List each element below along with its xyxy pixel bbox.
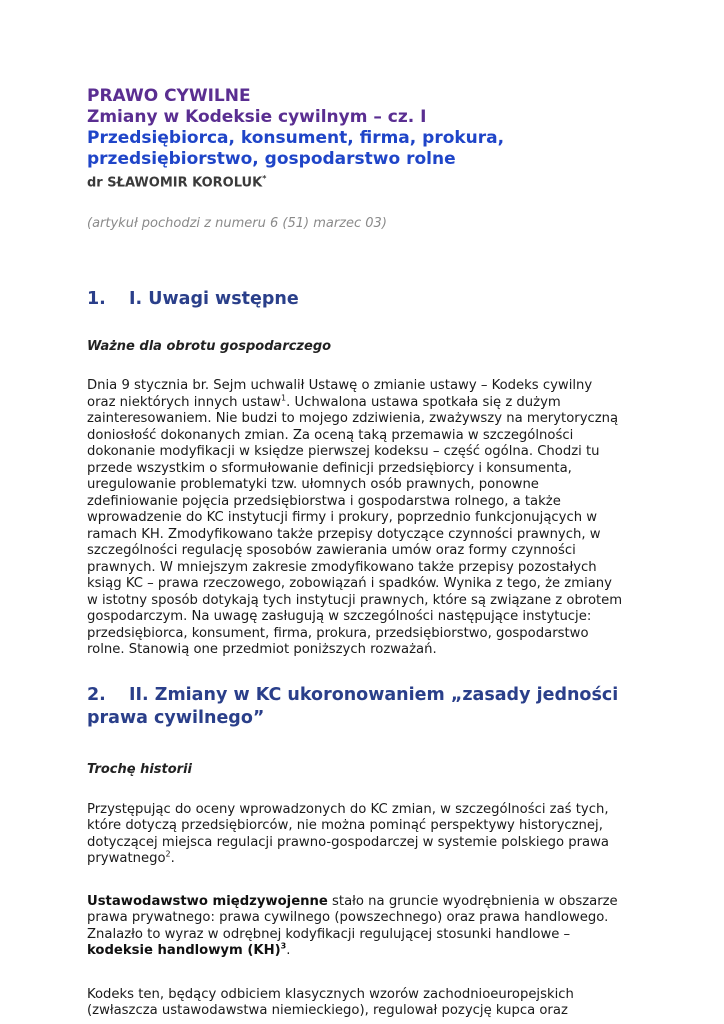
text-line: przede wszystkim o sformułowanie definicji przedsiębiorcy i konsumenta, xyxy=(87,460,572,476)
section-title: I. Uwagi wstępne xyxy=(129,289,299,310)
text-line: uregulowanie problematyki tzw. ułomnych osób prawnych, ponowne xyxy=(87,477,539,493)
rubric-title: PRAWO CYWILNE xyxy=(87,86,251,106)
text-line: prawa prywatnego: prawa cywilnego (powszechnego) oraz prawa handlowego. xyxy=(87,910,609,926)
paragraph-history xyxy=(87,802,647,868)
text-line: (zwłaszcza ustawodawstwa niemieckiego), regulował pozycję kupca oraz xyxy=(87,1003,568,1019)
bold-term: Ustawodawstwo międzywojenne xyxy=(87,893,328,909)
text-line: które dotyczą przedsiębiorców, nie można pominąć perspektywy historycznej, xyxy=(87,818,603,834)
text-line: doniosłość dokonanych zmian. Za oceną taką przemawia w szczególności xyxy=(87,427,574,443)
section-heading-1 xyxy=(87,288,647,311)
text-line: Znalazło to wyraz w odrębnej kodyfikacji regulującej stosunki handlowe – xyxy=(87,926,571,942)
text-line: zainteresowaniem. Nie budzi to mojego zdziwienia, zważywszy na merytoryczną xyxy=(87,411,619,427)
footnote-ref[interactable]: 1 xyxy=(280,393,287,403)
text-line: szczególności regulację sposobów zawierania umów oraz formy czynności xyxy=(87,543,576,559)
text-line: kodeksie handlowym (KH)$^3$. xyxy=(87,941,291,959)
section-title-line1: II. Zmiany w KC ukoronowaniem „zasady jedności xyxy=(129,684,619,705)
section-number: 1. xyxy=(87,289,106,310)
section-subheading: Trochę historii xyxy=(87,761,193,777)
text-line: Dnia 9 stycznia br. Sejm uchwalił Ustawę o zmianie ustawy – Kodeks cywilny xyxy=(87,378,593,394)
text-line: Przystępując do oceny wprowadzonych do KC zmian, w szczególności zaś tych, xyxy=(87,801,609,817)
text-line: ramach KH. Zmodyfikowano także przepisy dotyczące czynności prawnych, w xyxy=(87,526,601,542)
footnote-ref[interactable]: 2 xyxy=(165,849,171,859)
bold-term: kodeksie handlowym (KH) xyxy=(87,943,281,959)
text-line: gospodarczym. Na uwagę zasługują w szczególności następujące instytucje: xyxy=(87,609,592,625)
article-subtitle-line2: przedsiębiorstwo, gospodarstwo rolne xyxy=(87,149,456,169)
section-subheading: Ważne dla obrotu gospodarczego xyxy=(87,339,332,355)
text-line: prawnych. W mniejszym zakresie zmodyfikowano także przepisy pozostałych xyxy=(87,559,597,575)
text-line: Ustawodawstwo międzywojenne stało na gruncie wyodrębnienia w obszarze xyxy=(87,893,618,909)
text-line: prywatnego$^2$. xyxy=(87,849,175,867)
paragraph-code xyxy=(87,987,647,1020)
paragraph-intro xyxy=(87,378,647,659)
text-line: ksiąg KC – prawa rzeczowego, zobowiązań i spadków. Wynika z tego, że zmiany xyxy=(87,576,612,592)
author-line xyxy=(87,170,647,191)
article-subtitle-line1: Przedsiębiorca, konsument, firma, prokura, xyxy=(87,128,505,148)
paragraph-interwar xyxy=(87,894,647,960)
text-line: dokonanie modyfikacji w księdze pierwszej kodeksu – część ogólna. Chodzi tu xyxy=(87,444,600,460)
footnote-ref[interactable]: 3 xyxy=(280,941,287,951)
article-content xyxy=(87,86,647,1020)
text-line: wprowadzenie do KC instytucji firmy i prokury, poprzednio funkcjonujących w xyxy=(87,510,598,526)
text-line: w istotny sposób dotykają tych instytucji prawnych, które są związane z obrotem xyxy=(87,592,623,608)
source-note: (artykuł pochodzi z numeru 6 (51) marzec 03) xyxy=(87,216,387,232)
text-line: dotyczącej miejsca regulacji prawno-gospodarczej w systemie polskiego prawa xyxy=(87,834,610,850)
text-line: rolne. Stanowią one przedmiot poniższych rozważań. xyxy=(87,642,437,658)
text-line: przedsiębiorca, konsument, firma, prokura, przedsiębiorstwo, gospodarstwo xyxy=(87,625,589,641)
text-line: zdefiniowanie pojęcia przedsiębiorstwa i gospodarstwa rolnego, a także xyxy=(87,493,561,509)
section-heading-2 xyxy=(87,684,647,730)
section-title-line2: prawa cywilnego” xyxy=(87,707,265,728)
author-name: dr SŁAWOMIR KOROLUK xyxy=(87,175,263,191)
section-number: 2. xyxy=(87,684,106,705)
author-footnote-mark: * xyxy=(262,174,267,183)
text-line: oraz niektórych innych ustaw$^1$. Uchwalona ustawa spotkała się z dużym xyxy=(87,393,561,410)
text-line: Kodeks ten, będący odbiciem klasycznych wzorów zachodnioeuropejskich xyxy=(87,986,574,1002)
article-title: Zmiany w Kodeksie cywilnym – cz. I xyxy=(87,107,427,127)
